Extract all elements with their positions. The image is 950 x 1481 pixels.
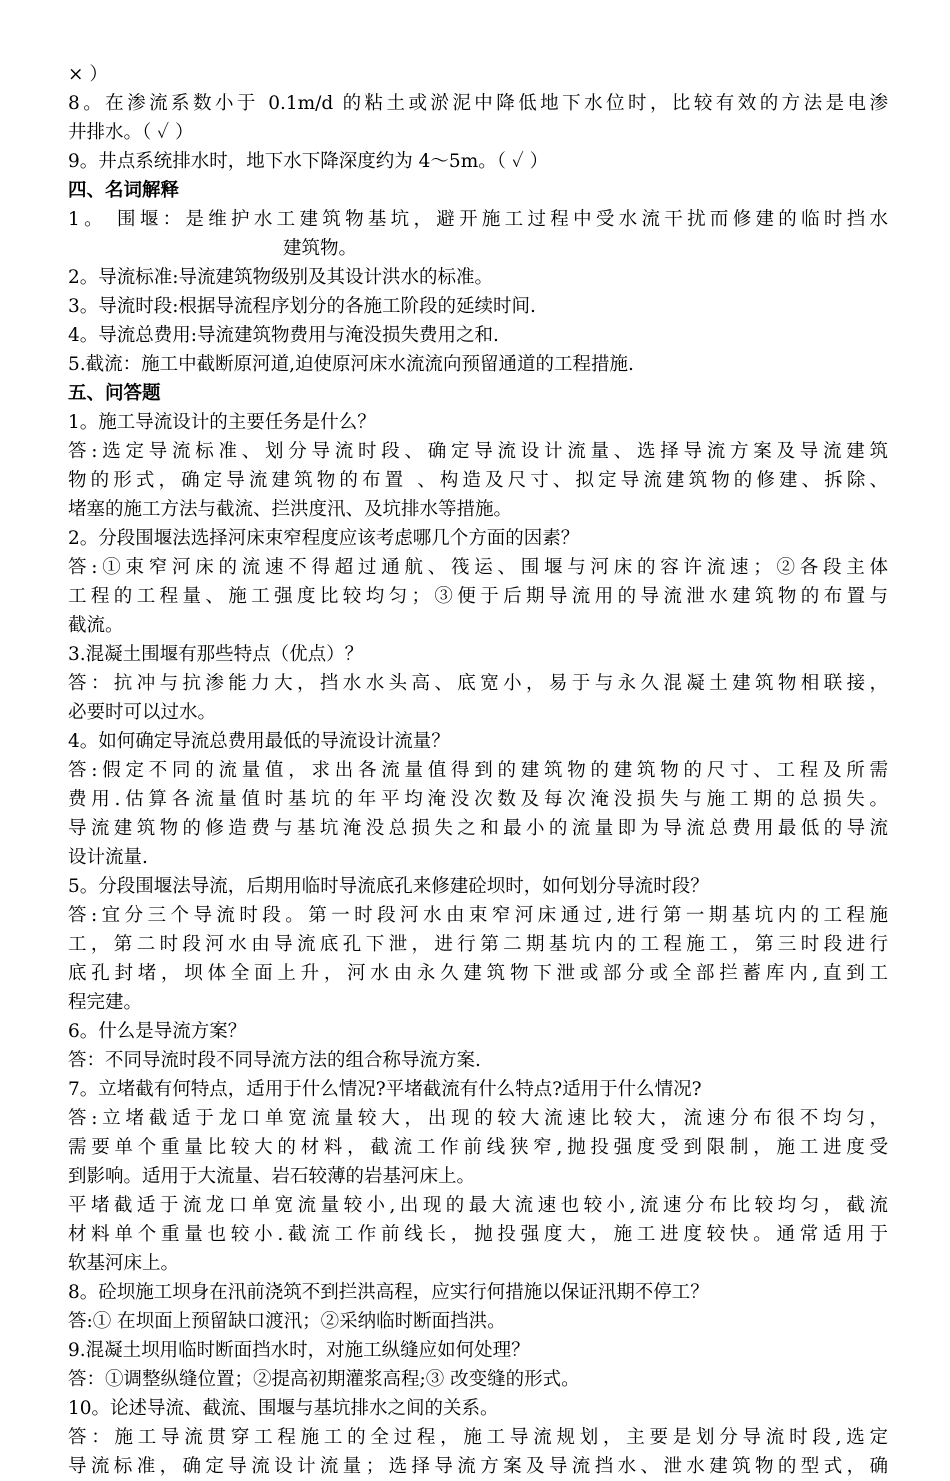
text-line: 2。分段围堰法选择河床束窄程度应该考虑哪几个方面的因素？ — [68, 528, 580, 549]
text-line: 费用.估算各流量值时基坑的年平均淹没次数及每次淹没损失与施工期的总损失。 — [68, 789, 888, 810]
text-line: 导流建筑物的修造费与基坑淹没总损失之和最小的流量即为导流总费用最低的导流 — [68, 818, 888, 839]
text-line: 答:立堵截适于龙口单宽流量较大，出现的较大流速比较大，流速分布很不均匀， — [68, 1108, 888, 1129]
text-line: 2。导流标准:导流建筑物级别及其设计洪水的标准。 — [68, 267, 494, 288]
text-line: 程完建。 — [68, 992, 143, 1013]
text-line: 截流。 — [68, 615, 124, 636]
text-line: 答：抗冲与抗渗能力大，挡水水头高、底宽小，易于与永久混凝土建筑物相联接， — [68, 673, 888, 694]
text-line: 物的形式，确定导流建筑物的布置 、构造及尺寸、拟定导流建筑物的修建、拆除、 — [68, 470, 888, 491]
text-line: 3。导流时段:根据导流程序划分的各施工阶段的延续时间. — [68, 296, 536, 317]
text-line: 到影响。适用于大流量、岩石较薄的岩基河床上。 — [68, 1166, 476, 1187]
text-line: 答:假定不同的流量值，求出各流量值得到的建筑物的建筑物的尺寸、工程及所需 — [68, 760, 888, 781]
text-line: 4。导流总费用:导流建筑物费用与淹没损失费用之和. — [68, 325, 499, 346]
section-heading: 五、问答题 — [68, 383, 161, 404]
text-line: 井排水。（ ✓ ） — [68, 122, 194, 143]
text-line: 答:① 在坝面上预留缺口渡汛；②采纳临时断面挡洪。 — [68, 1311, 506, 1332]
text-line: 答:①束窄河床的流速不得超过通航、筏运、围堰与河床的容许流速；②各段主体 — [68, 557, 888, 578]
text-line: 建筑物。 — [283, 238, 358, 259]
text-line: 6。什么是导流方案？ — [68, 1021, 247, 1042]
text-line: 答：①调整纵缝位置；②提高初期灌浆高程;③ 改变缝的形式。 — [68, 1369, 580, 1390]
text-line: 平堵截适于流龙口单宽流量较小,出现的最大流速也较小,流速分布比较均匀，截流 — [68, 1195, 888, 1216]
text-line: 4。如何确定导流总费用最低的导流设计流量？ — [68, 731, 450, 752]
text-line: 软基河床上。 — [68, 1253, 180, 1274]
text-line: 工程的工程量、施工强度比较均匀；③便于后期导流用的导流泄水建筑物的布置与 — [68, 586, 888, 607]
text-line: 5。分段围堰法导流，后期用临时导流底孔来修建砼坝时，如何划分导流时段？ — [68, 876, 709, 897]
text-line: 导流标准，确定导流设计流量；选择导流方案及导流挡水、泄水建筑物的型式，确 — [68, 1456, 888, 1477]
text-line: 3.混凝土围堰有那些特点（优点）？ — [68, 644, 364, 665]
text-line: × ） — [68, 64, 108, 85]
text-line: 9.混凝土坝用临时断面挡水时，对施工纵缝应如何处理？ — [68, 1340, 530, 1361]
text-line: 堵塞的施工方法与截流、拦洪度汛、及坑排水等措施。 — [68, 499, 513, 520]
section-heading: 四、名词解释 — [68, 180, 180, 201]
text-line: 9。井点系统排水时，地下水下降深度约为 4～5m。（ ✓ ） — [68, 151, 549, 172]
text-line: 7。立堵截有何特点，适用于什么情况?平堵截流有什么特点?适用于什么情况? — [68, 1079, 702, 1100]
text-line: 答：施工导流贯穿工程施工的全过程，施工导流规划，主要是划分导流时段,选定 — [68, 1427, 888, 1448]
text-line: 1。 围堰：是维护水工建筑物基坑，避开施工过程中受水流干扰而修建的临时挡水 — [68, 209, 888, 230]
text-line: 答:选定导流标准、划分导流时段、确定导流设计流量、选择导流方案及导流建筑 — [68, 441, 888, 462]
text-line: 8。在渗流系数小于 0.1m/d 的粘土或淤泥中降低地下水位时，比较有效的方法是电渗 — [68, 93, 888, 114]
text-line: 8。砼坝施工坝身在汛前浇筑不到拦洪高程，应实行何措施以保证汛期不停工？ — [68, 1282, 709, 1303]
text-line: 10。论述导流、截流、围堰与基坑排水之间的关系。 — [68, 1398, 499, 1419]
text-line: 材料单个重量也较小.截流工作前线长，抛投强度大，施工进度较快。通常适用于 — [68, 1224, 888, 1245]
text-line: 答:宜分三个导流时段。第一时段河水由束窄河床通过,进行第一期基坑内的工程施 — [68, 905, 888, 926]
text-line: 设计流量. — [68, 847, 148, 868]
text-line: 必要时可以过水。 — [68, 702, 217, 723]
text-line: 工，第二时段河水由导流底孔下泄，进行第二期基坑内的工程施工，第三时段进行 — [68, 934, 888, 955]
text-line: 答：不同导流时段不同导流方法的组合称导流方案. — [68, 1050, 481, 1071]
text-line: 5.截流：施工中截断原河道,迫使原河床水流流向预留通道的工程措施. — [68, 354, 634, 375]
text-line: 需要单个重量比较大的材料，截流工作前线狭窄,抛投强度受到限制，施工进度受 — [68, 1137, 888, 1158]
text-line: 底孔封堵，坝体全面上升，河水由永久建筑物下泄或部分或全部拦蓄库内,直到工 — [68, 963, 888, 984]
text-line: 1。施工导流设计的主要任务是什么？ — [68, 412, 376, 433]
